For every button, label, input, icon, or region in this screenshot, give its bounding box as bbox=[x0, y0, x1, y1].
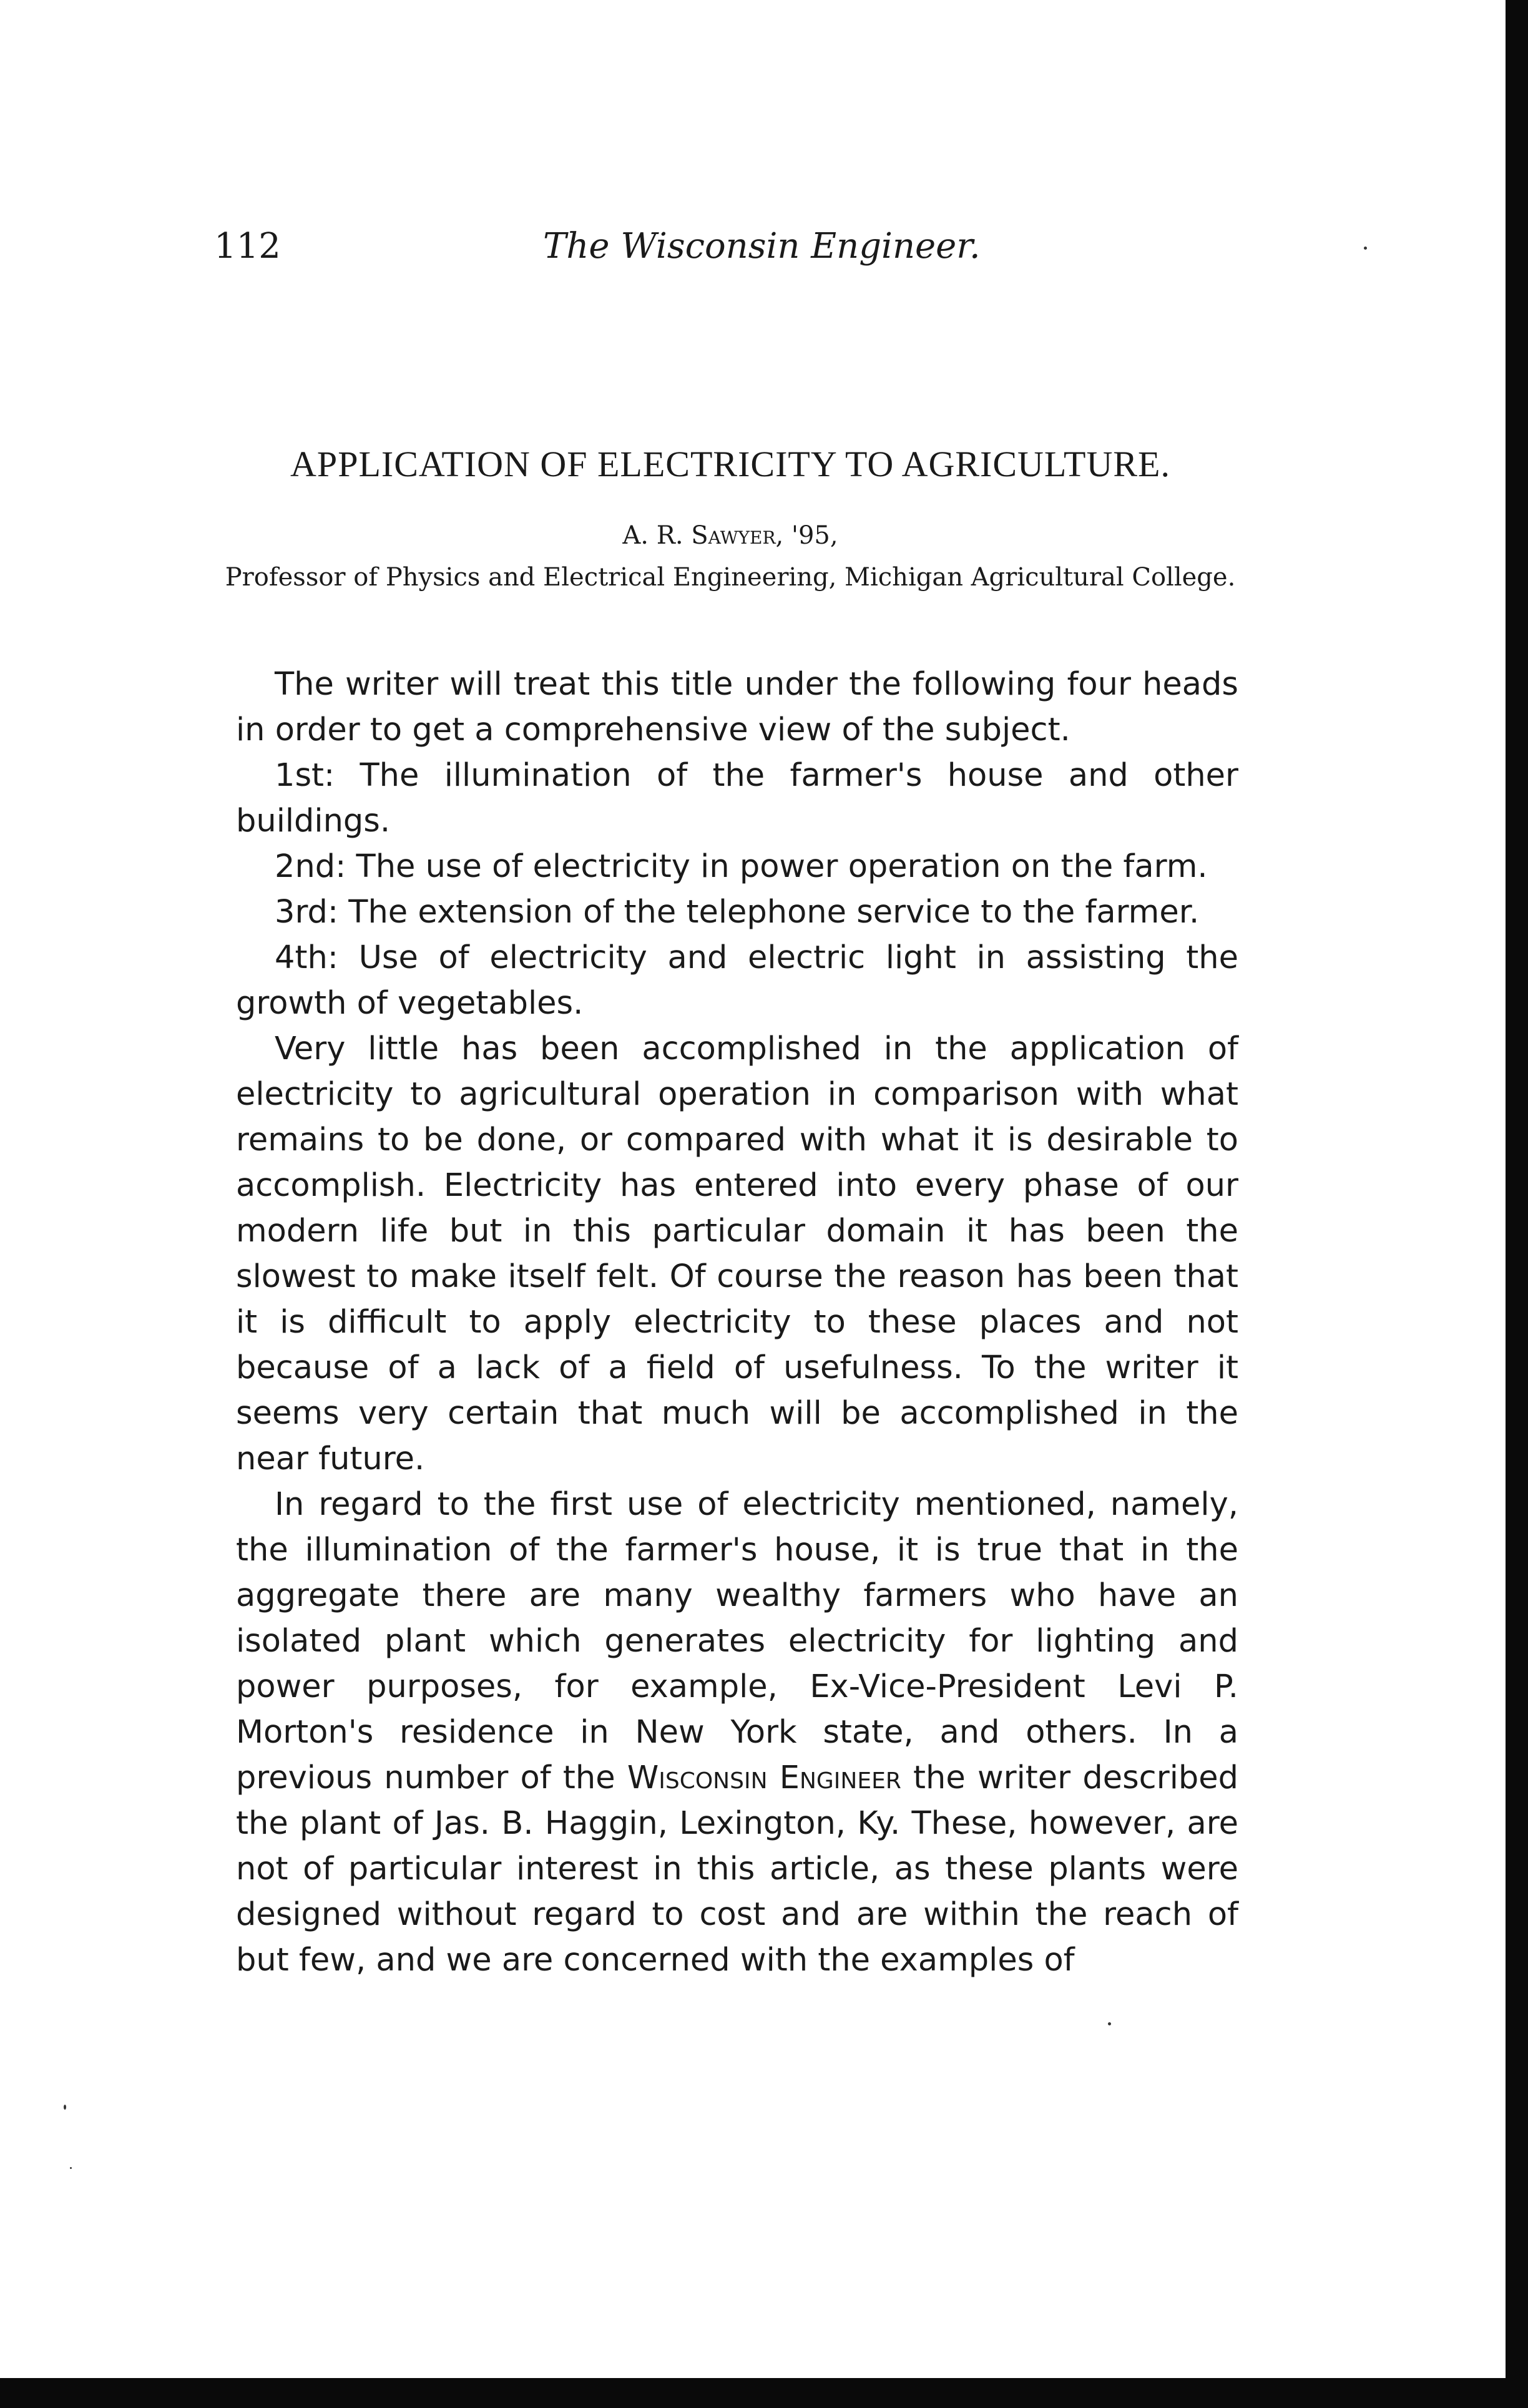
paragraph-illumination bbox=[236, 1482, 1238, 1983]
paragraph-progress: Very little has been accomplished in the application of electricity to agricultural operation in comparison with what remains to be done, or compared with what it is desirable to accomplish. Electricity has entered into every phase of our modern life but in this particular domain it has been the slowest to make itself felt. Of course the reason has been that it is difficult to apply electricity to these places and not because of a lack of a field of usefulness. To the writer it seems very certain that much will be accomplished in the near future. bbox=[236, 1030, 1238, 1477]
paragraph-intro: The writer will treat this title under the following four heads in order to get a comprehensive view of the subject. bbox=[236, 666, 1238, 748]
article-title: APPLICATION OF ELECTRICITY TO AGRICULTURE. bbox=[290, 444, 1170, 484]
journal-reference: Wisconsin Engineer bbox=[627, 1760, 901, 1796]
list-item-second: 2nd: The use of electricity in power operation on the farm. bbox=[275, 848, 1208, 885]
page-number: 112 bbox=[214, 226, 281, 267]
author-initials: A. R. bbox=[622, 521, 683, 550]
list-item-fourth: 4th: Use of electricity and electric light in assisting the growth of vegetables. bbox=[236, 939, 1238, 1022]
running-head bbox=[0, 226, 1506, 276]
paragraph-illumination-end: the writer described the plant of Jas. B. Haggin, Lexington, Ky. These, however, are not of particular interest in this article, as these plants were designed without regard to cost and are within the reach of but few, and we are concerned with the examples of bbox=[236, 1760, 1238, 1979]
scan-speck bbox=[64, 2105, 66, 2110]
scan-border-bottom bbox=[0, 2378, 1528, 2408]
author-line bbox=[225, 521, 1236, 550]
scan-speck bbox=[70, 2167, 72, 2169]
list-item-third: 3rd: The extension of the telephone service to the farmer. bbox=[275, 894, 1200, 931]
author-surname: Sawyer bbox=[691, 521, 776, 550]
scan-border-right bbox=[1506, 0, 1528, 2408]
paragraph-illumination-start: In regard to the first use of electricity mentioned, namely, the illumination of the farmer's house, it is true that in the aggregate there are many wealthy farmers who have an isolated plant which generates electricity for lighting and power purposes, for example, Ex-Vice-President Levi P. Morton's residence in New York state, and others. In a previous number of the bbox=[236, 1486, 1238, 1796]
article-body bbox=[236, 662, 1238, 1983]
author-class: , '95, bbox=[775, 521, 838, 550]
author-affiliation: Professor of Physics and Electrical Engineering, Michigan Agricultural College. bbox=[225, 563, 1236, 592]
scan-speck bbox=[1108, 2022, 1111, 2025]
journal-title: The Wisconsin Engineer. bbox=[543, 226, 981, 267]
list-item-first: 1st: The illumination of the farmer's house and other buildings. bbox=[236, 757, 1238, 839]
scan-speck bbox=[1364, 247, 1367, 250]
